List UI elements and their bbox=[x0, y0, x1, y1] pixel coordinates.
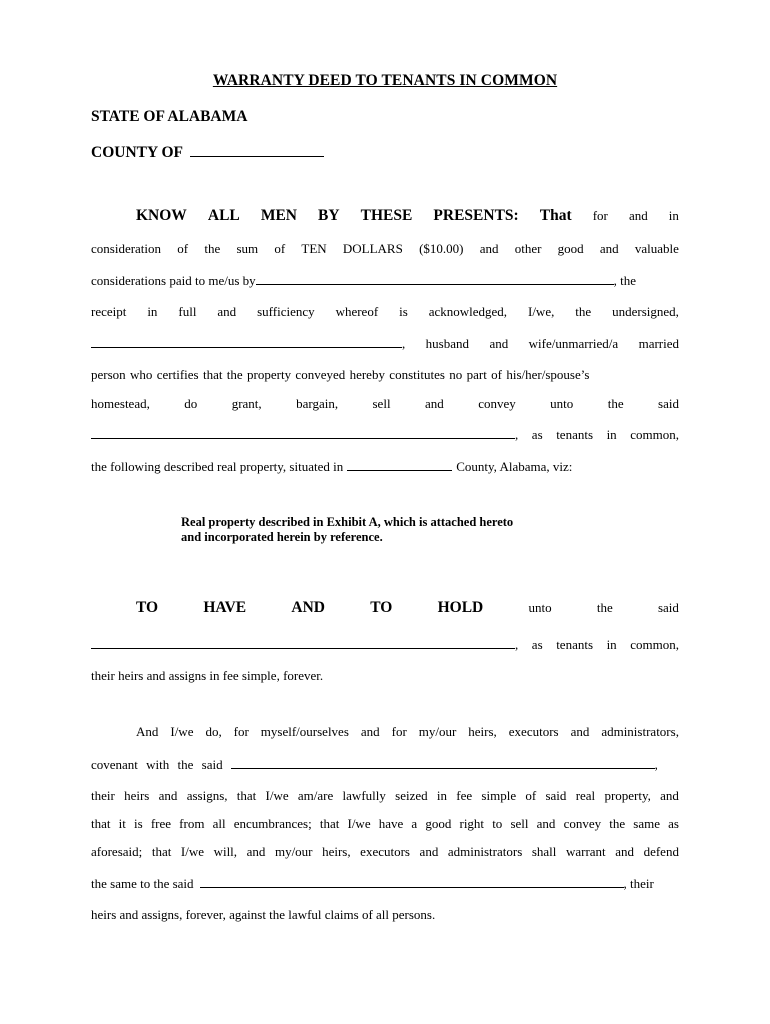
word: executors bbox=[360, 844, 410, 859]
word: right bbox=[459, 816, 485, 831]
exhibit-line-1: Real property described in Exhibit A, which is attached hereto bbox=[181, 515, 514, 529]
word: and bbox=[570, 724, 590, 739]
word: sell bbox=[372, 396, 391, 411]
word: AND bbox=[291, 599, 325, 616]
covenant-grantee-blank[interactable] bbox=[231, 756, 655, 769]
covenant-line2: covenant with the said , bbox=[91, 757, 658, 772]
word: good bbox=[425, 816, 452, 831]
word: same bbox=[633, 816, 661, 831]
word: administrators, bbox=[601, 724, 679, 739]
word: KNOW bbox=[136, 207, 187, 224]
word: unto bbox=[550, 396, 574, 411]
text: person who certifies that the property conveyed hereby constitutes no part of his/her/spouse’s bbox=[91, 367, 590, 382]
word: common, bbox=[630, 427, 679, 442]
word: ($10.00) bbox=[419, 241, 464, 256]
word: HAVE bbox=[203, 599, 247, 616]
word: BY bbox=[318, 207, 340, 224]
word: as bbox=[668, 816, 679, 831]
grantee-consideration-blank[interactable] bbox=[256, 272, 614, 285]
word: have bbox=[378, 816, 404, 831]
word: wife/unmarried/a bbox=[528, 336, 619, 351]
word: receipt bbox=[91, 304, 127, 319]
word: as bbox=[531, 637, 543, 652]
covenant-line6 bbox=[91, 875, 679, 892]
word: the bbox=[607, 396, 624, 411]
word: assigns, bbox=[186, 788, 228, 803]
word: DOLLARS bbox=[342, 241, 403, 256]
para1-line4 bbox=[91, 304, 679, 320]
word: and bbox=[479, 241, 499, 256]
word: their bbox=[91, 788, 115, 803]
covenant-line1 bbox=[136, 724, 679, 740]
word: encumbrances; bbox=[233, 816, 312, 831]
word: in bbox=[147, 304, 158, 319]
word: in bbox=[606, 427, 617, 442]
word: MEN bbox=[260, 207, 297, 224]
word: other bbox=[514, 241, 542, 256]
word: married bbox=[638, 336, 679, 351]
para1-line2 bbox=[91, 241, 679, 257]
word: is bbox=[399, 304, 408, 319]
covenant-line5 bbox=[91, 844, 679, 860]
word: I/we, bbox=[527, 304, 555, 319]
text: the following described real property, situated in bbox=[91, 459, 344, 474]
word: convey bbox=[563, 816, 602, 831]
grantee-group: , bbox=[91, 426, 518, 443]
word: said bbox=[658, 396, 679, 411]
word: tenants bbox=[556, 427, 594, 442]
word: and bbox=[158, 788, 178, 803]
state-line: STATE OF ALABAMA bbox=[91, 108, 248, 125]
word: aforesaid; bbox=[91, 844, 143, 859]
word: simple bbox=[481, 788, 517, 803]
text: heirs and assigns, forever, against the lawful claims of all persons. bbox=[91, 907, 436, 922]
word: in bbox=[606, 637, 617, 652]
word: husband bbox=[425, 336, 470, 351]
word: unto bbox=[528, 600, 552, 615]
word: the bbox=[596, 600, 613, 615]
word: in bbox=[436, 788, 448, 803]
word: homestead, bbox=[91, 396, 150, 411]
word: for bbox=[391, 724, 407, 739]
word: will, bbox=[213, 844, 238, 859]
word: that bbox=[151, 844, 172, 859]
word: sell bbox=[510, 816, 529, 831]
word: it bbox=[118, 816, 126, 831]
word: undersigned, bbox=[612, 304, 679, 319]
word: said bbox=[545, 788, 567, 803]
word: THESE bbox=[360, 207, 413, 224]
word: I/we bbox=[170, 724, 194, 739]
text: , their bbox=[623, 876, 654, 891]
grantor-group: , bbox=[91, 335, 405, 352]
grantor-name-blank[interactable] bbox=[91, 335, 402, 348]
word: free bbox=[150, 816, 172, 831]
word: That bbox=[539, 207, 572, 224]
word: warrant bbox=[565, 844, 606, 859]
word: a bbox=[411, 816, 418, 831]
para1-line6 bbox=[91, 367, 679, 383]
word: convey bbox=[478, 396, 516, 411]
page-title: WARRANTY DEED TO TENANTS IN COMMON bbox=[212, 72, 558, 89]
county-line bbox=[91, 144, 324, 162]
word: my/our bbox=[274, 844, 313, 859]
word: of bbox=[525, 788, 537, 803]
covenant-line7 bbox=[91, 907, 679, 923]
word: lawfully bbox=[342, 788, 386, 803]
word: TO bbox=[370, 599, 393, 616]
word: and bbox=[360, 724, 380, 739]
word: whereof bbox=[335, 304, 379, 319]
word: the bbox=[204, 241, 221, 256]
word: common, bbox=[630, 637, 679, 652]
habendum-line1 bbox=[136, 599, 679, 617]
word: fee bbox=[456, 788, 473, 803]
word: good bbox=[557, 241, 584, 256]
word: property, bbox=[604, 788, 651, 803]
county-label: COUNTY OF bbox=[91, 144, 183, 161]
county-blank[interactable] bbox=[190, 144, 324, 157]
text: , the bbox=[613, 273, 637, 288]
word: shall bbox=[531, 844, 557, 859]
word: and bbox=[660, 788, 679, 803]
word: of bbox=[177, 241, 189, 256]
word: that bbox=[319, 816, 340, 831]
word: heirs bbox=[124, 788, 150, 803]
word: is bbox=[134, 816, 143, 831]
county-situated-blank[interactable] bbox=[347, 458, 452, 471]
word: that bbox=[91, 816, 111, 831]
word: TEN bbox=[301, 241, 327, 256]
habendum-line3 bbox=[91, 668, 679, 684]
warranty-grantee-blank[interactable] bbox=[200, 875, 624, 888]
word: and bbox=[246, 844, 266, 859]
word: consideration bbox=[91, 241, 162, 256]
word: do bbox=[184, 396, 198, 411]
para1-line3 bbox=[91, 272, 679, 289]
covenant-line3 bbox=[91, 788, 679, 804]
word: heirs, bbox=[322, 844, 351, 859]
word: sum bbox=[236, 241, 259, 256]
word: I/we bbox=[180, 844, 204, 859]
word: and bbox=[419, 844, 439, 859]
word: I/we bbox=[265, 788, 289, 803]
habendum-grantee-blank[interactable] bbox=[91, 636, 515, 649]
word: the bbox=[609, 816, 626, 831]
word: real bbox=[575, 788, 596, 803]
word: and bbox=[489, 336, 509, 351]
text: the same to the said bbox=[91, 876, 194, 891]
word: do, bbox=[205, 724, 222, 739]
word: HOLD bbox=[437, 599, 484, 616]
covenant-line4 bbox=[91, 816, 679, 832]
word: acknowledged, bbox=[428, 304, 508, 319]
word: TO bbox=[136, 599, 159, 616]
word: am/are bbox=[297, 788, 334, 803]
word: all bbox=[212, 816, 226, 831]
word: as bbox=[531, 427, 543, 442]
word: PRESENTS: bbox=[433, 207, 519, 224]
exhibit-reference bbox=[181, 515, 513, 545]
grantee-names-blank[interactable] bbox=[91, 426, 515, 439]
word: for bbox=[233, 724, 249, 739]
word: bargain, bbox=[296, 396, 339, 411]
exhibit-line-2: and incorporated herein by reference. bbox=[181, 530, 383, 544]
word: and bbox=[615, 844, 635, 859]
word: and bbox=[217, 304, 237, 319]
text: covenant with the said bbox=[91, 757, 223, 772]
word: from bbox=[179, 816, 205, 831]
word: and bbox=[536, 816, 556, 831]
word: defend bbox=[643, 844, 679, 859]
word: for bbox=[592, 208, 608, 223]
word: the bbox=[575, 304, 592, 319]
word: tenants bbox=[556, 637, 594, 652]
para1-line9 bbox=[91, 458, 679, 475]
word: And bbox=[136, 724, 159, 739]
word: administrators bbox=[447, 844, 523, 859]
word: heirs, bbox=[468, 724, 497, 739]
word: that bbox=[236, 788, 257, 803]
word: grant, bbox=[231, 396, 262, 411]
para1-line5 bbox=[91, 335, 679, 352]
word: my/our bbox=[418, 724, 457, 739]
habendum-line2 bbox=[91, 636, 679, 653]
para1-line7 bbox=[91, 396, 679, 412]
word: in bbox=[668, 208, 679, 223]
word: myself/ourselves bbox=[260, 724, 349, 739]
word: I/we bbox=[347, 816, 371, 831]
para1-line1 bbox=[136, 207, 679, 225]
word: full bbox=[178, 304, 197, 319]
word: seized bbox=[395, 788, 428, 803]
word: executors bbox=[508, 724, 559, 739]
para1-line8 bbox=[91, 426, 679, 443]
habendum-grantee-group: , bbox=[91, 636, 518, 653]
text: their heirs and assigns in fee simple, forever. bbox=[91, 668, 324, 683]
text: considerations paid to me/us by bbox=[91, 273, 256, 288]
word: and bbox=[424, 396, 444, 411]
word: valuable bbox=[634, 241, 679, 256]
word: and bbox=[599, 241, 619, 256]
word: and bbox=[628, 208, 648, 223]
word: sufficiency bbox=[257, 304, 315, 319]
word: to bbox=[492, 816, 503, 831]
word: said bbox=[657, 600, 679, 615]
word: ALL bbox=[207, 207, 240, 224]
text: County, Alabama, viz: bbox=[456, 459, 573, 474]
word: of bbox=[274, 241, 286, 256]
